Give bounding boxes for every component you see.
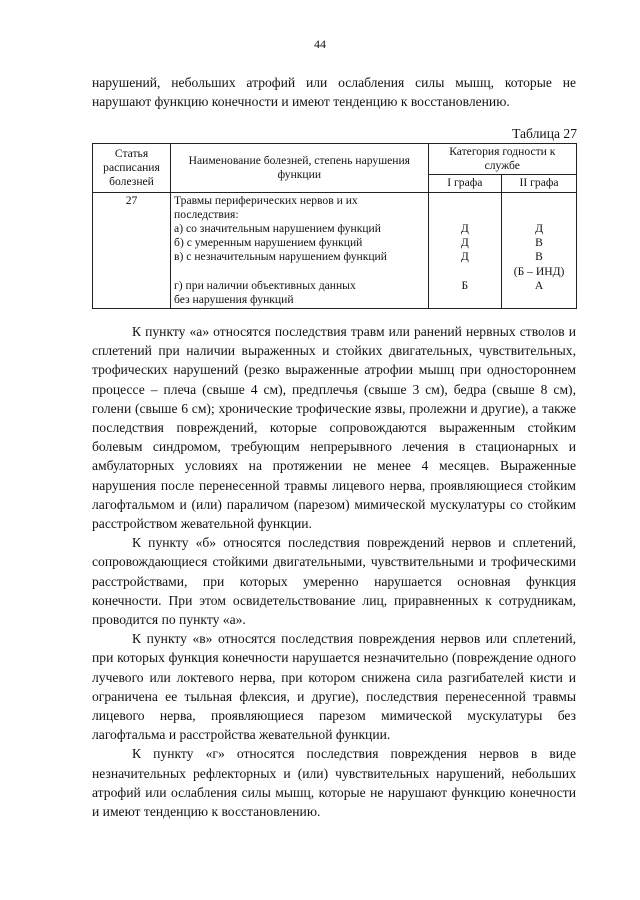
row-g2: А — [534, 278, 544, 292]
header-g1: I графа — [428, 175, 502, 192]
row-name: б) с умеренным нарушением функций — [174, 236, 363, 250]
row-g2 — [505, 293, 573, 307]
body-text — [92, 322, 576, 821]
header-category: Категория годности к службе — [428, 144, 576, 175]
row-g1 — [432, 208, 499, 222]
paragraph-b: К пункту «б» относятся последствия повреждений нервов и сплетений, сопровождающиеся стойкими двигательными, чувствительными и трофическими расстройствами, при которых умеренно нарушается основная функция конечности. При этом освидетельствование лиц, приравненных к сотрудникам, проводится по пункту «а». — [92, 535, 576, 628]
g2-cell — [502, 192, 577, 309]
paragraph-g: К пункту «г» относятся последствия повреждения нервов в виде незначительных рефлекторных и (или) чувствительных нарушений, небольших атрофий или ослабления силы мышц, которые не нарушают функцию конечности и имеют тенденцию к восстановлению. — [92, 746, 576, 820]
row-name — [174, 265, 425, 279]
intro-paragraph: нарушений, небольших атрофий или ослабления силы мышц, которые не нарушают функцию конечности и имеют тенденцию к восстановлению. — [92, 75, 576, 109]
row-name: в) с незначительным нарушением функций — [174, 250, 387, 264]
header-g2: II графа — [502, 175, 577, 192]
header-name: Наименование болезней, степень нарушения функции — [171, 144, 429, 193]
table-row — [93, 192, 577, 309]
row-g1 — [432, 265, 499, 279]
name-cell — [171, 192, 429, 309]
row-name: последствия: — [174, 207, 239, 221]
row-name: без нарушения функций — [174, 292, 294, 306]
row-g1: Д — [460, 250, 469, 264]
row-g2 — [505, 194, 573, 208]
row-g2 — [505, 208, 573, 222]
row-g1 — [432, 293, 499, 307]
row-g2: В — [535, 250, 543, 264]
row-name: Травмы периферических нервов и их — [174, 193, 358, 207]
paragraph-a: К пункту «а» относятся последствия травм или ранений нервных стволов и сплетений при наличии выраженных и стойких двигательных, чувствительных, трофических нарушений (резко выраженные атрофии мышц при одностороннем процессе – плеча (свыше 4 см), предплечья (свыше 3 см), бедра (свыше 8 см), голени (свыше 6 см); хронические трофические язвы, пролежни и другие), а также последствия повреждений, которые сопровождаются выраженным стойким болевым синдромом, требующим непрерывного лечения в стационарных и амбулаторных условиях на протяжении не менее 4 месяцев. Выраженные нарушения после перенесенной травмы лицевого нерва, проявляющиеся стойким лагофтальмом и (или) параличом (парезом) мимической мускулатуры со стойким расстройством жевательной функции. — [92, 324, 576, 532]
row-g2: (Б – ИНД) — [513, 264, 565, 278]
header-article: Статья расписания болезней — [93, 144, 171, 193]
row-g1: Д — [460, 221, 469, 235]
g1-cell — [428, 192, 502, 309]
row-g2: Д — [535, 221, 543, 235]
row-g1: Б — [461, 278, 469, 292]
paragraph-v: К пункту «в» относятся последствия повреждения нервов или сплетений, при которых функция конечности нарушается незначительно (повреждение одного лучевого или локтевого нерва, при котором снижена сила разгибателей кисти и ограничена ее тыльная флексия, и другие), последствия перенесенной травмы лицевого нерва, проявляющиеся парезом мимической мускулатуры без лагофтальма и расстройства жевательной функции. — [92, 631, 576, 743]
row-g2: В — [535, 236, 543, 250]
page-number: 44 — [314, 37, 326, 51]
table-caption: Таблица 27 — [512, 126, 577, 141]
article-number: 27 — [93, 192, 171, 309]
diagnosis-table — [92, 143, 577, 309]
row-name: а) со значительным нарушением функций — [174, 221, 381, 235]
row-g1: Д — [460, 236, 469, 250]
row-g1 — [432, 194, 499, 208]
row-name: г) при наличии объективных данных — [174, 278, 356, 292]
